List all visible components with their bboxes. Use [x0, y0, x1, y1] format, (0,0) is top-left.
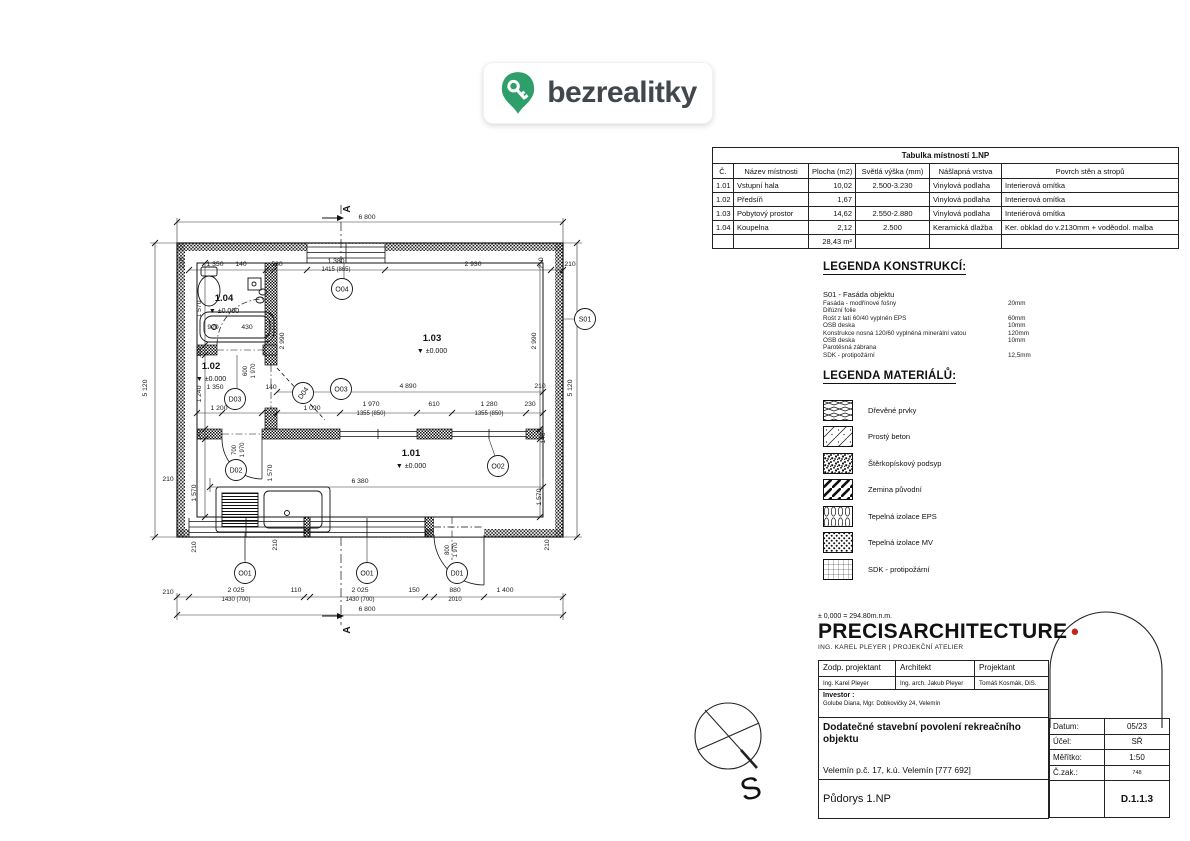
meta-value: SŘ	[1105, 734, 1170, 750]
layer-thickness: 60mm	[1008, 314, 1026, 322]
table-row	[713, 207, 1179, 221]
layer-thickness	[1008, 307, 1048, 314]
meta-label: Účel:	[1050, 734, 1105, 750]
dim-label: 150	[408, 587, 420, 594]
dim-label: 2 990	[531, 332, 538, 350]
table-cell: Koupelna	[734, 221, 809, 235]
layer-name: Fasáda - modřínové fošny	[823, 300, 897, 307]
soil-hatch-icon	[823, 479, 853, 500]
legend-materials-title: LEGENDA MATERIÁLŮ:	[823, 370, 957, 382]
area-total: 28,43 m²	[809, 235, 856, 249]
dim-label: 2 025	[351, 587, 369, 594]
col-header: Název místnosti	[734, 164, 809, 179]
table-cell: Vstupní hala	[734, 179, 809, 193]
dim-label: 6 800	[358, 214, 376, 221]
table-cell: Interierová omítka	[1002, 193, 1179, 207]
marker-label: O01	[238, 570, 252, 578]
construction-layer	[823, 315, 1048, 322]
col-header: Povrch stěn a stropů	[1002, 164, 1179, 179]
material-item	[823, 503, 1053, 530]
dim-label: 5 120	[142, 379, 149, 397]
room-table-header	[713, 164, 1179, 179]
table-cell: 1,67	[809, 193, 856, 207]
marker-label: D01	[450, 570, 464, 578]
dim-label: 1 400	[496, 587, 514, 594]
room-level: ▼ ±0.000	[416, 348, 448, 355]
dim-label: 210	[534, 383, 546, 390]
material-label: Zemina původní	[868, 485, 922, 495]
layer-name: SDK - protipožární	[823, 351, 875, 359]
table-cell: Vinylová podlaha	[930, 193, 1002, 207]
table-cell: 2.500-3.230	[856, 179, 930, 193]
company-wordmark: PRECISARCHITECTURE	[818, 620, 1068, 643]
dim-label: 1355 (850)	[474, 411, 504, 417]
table-cell: Vinylová podlaha	[930, 207, 1002, 221]
layer-thickness: 12,5mm	[1008, 351, 1031, 359]
room-level: ▼ ±0.000	[195, 376, 227, 383]
table-cell: Pobytový prostor	[734, 207, 809, 221]
names-row	[819, 677, 1049, 690]
dim-label: 1 570	[536, 488, 543, 506]
table-cell: Vinylová podlaha	[930, 179, 1002, 193]
dim-label: 430	[241, 324, 253, 331]
table-cell: Interiérová omítka	[1002, 207, 1179, 221]
dim-label: 4 890	[399, 383, 417, 390]
legend-constructions	[823, 257, 1048, 359]
material-label: Tepelná izolace MV	[868, 538, 934, 548]
material-label: Štěrkopískový podsyp	[868, 458, 942, 468]
table-cell: 2.550-2.880	[856, 207, 930, 221]
room-level: ▼ ±0.000	[395, 463, 427, 470]
investor-value: Golube Diana, Mgr. Dobkovičky 24, Velemín	[823, 701, 941, 707]
room-table-total-row	[713, 235, 1179, 249]
layer-thickness	[1008, 344, 1048, 351]
meta-value: 05/23	[1105, 719, 1170, 735]
room-level: ▼ ±0.000	[208, 308, 240, 315]
name-cell: Ing. Karel Pleyer	[819, 677, 896, 690]
material-label: SDK - protipožární	[868, 564, 930, 574]
col-header: Č.	[713, 164, 734, 179]
room-table-title: Tabulka místností 1.NP	[713, 148, 1179, 164]
marker-label: D02	[229, 467, 243, 475]
investor-cell	[819, 690, 1049, 718]
name-cell: Ing. arch. Jakub Pleyer	[896, 677, 975, 690]
room-number: 1.03	[422, 333, 442, 344]
compass-label: S	[736, 769, 765, 809]
table-cell: 1.04	[713, 221, 734, 235]
table-cell: Ker. obklad do v.2130mm + voděodol. malba	[1002, 221, 1179, 235]
meta-label: Datum:	[1050, 719, 1105, 735]
construction-layer	[823, 300, 1048, 307]
construction-layer	[823, 330, 1048, 337]
dim-label: 210	[179, 257, 186, 269]
dim-label: 140	[265, 384, 277, 391]
dim-label: 140	[235, 261, 247, 268]
layer-name: OSB deska	[823, 337, 855, 345]
brand-dot-icon: ●	[1070, 623, 1080, 640]
material-label: Tepelná izolace EPS	[868, 511, 937, 521]
room-table	[712, 147, 1179, 249]
marker-label: D03	[228, 396, 242, 404]
dim-label: 230	[524, 401, 536, 408]
dim-label: 110	[290, 587, 302, 594]
drawing-title: Půdorys 1.NP	[819, 780, 1049, 818]
dim-label: 1 570	[267, 464, 274, 482]
dim-label: 2010	[448, 597, 462, 603]
roles-row	[819, 661, 1049, 677]
legend-constructions-title: LEGENDA KONSTRUKCÍ:	[823, 261, 967, 273]
table-cell: Interierová omítka	[1002, 179, 1179, 193]
sdk-hatch-icon	[823, 559, 853, 580]
construction-layer	[823, 352, 1048, 359]
dim-label: 1 350	[206, 384, 224, 391]
wood-hatch-icon	[823, 400, 853, 421]
role-cell: Projektant	[975, 661, 1049, 677]
table-cell: 2.500	[856, 221, 930, 235]
material-item	[823, 556, 1053, 583]
layer-thickness: 20mm	[1008, 300, 1026, 307]
dim-label: 800	[445, 544, 451, 556]
eps-hatch-icon	[823, 506, 853, 527]
investor-label: Investor :	[823, 692, 855, 699]
dim-label: 210	[564, 261, 576, 268]
marker-label: O03	[334, 386, 348, 394]
role-cell: Zodp. projektant	[819, 661, 896, 677]
meta-label: Č.zak.:	[1050, 765, 1105, 781]
title-block	[818, 613, 1170, 819]
room-number: 1.01	[401, 448, 421, 459]
marker-label: O02	[491, 463, 505, 471]
bottom-window-O01-right	[310, 518, 425, 537]
dim-label: 1 970	[240, 442, 246, 458]
dim-label: 1 090	[303, 405, 321, 412]
company-subtitle: ING. KAREL PLEYER | PROJEKČNÍ ATELIER	[818, 644, 964, 651]
bezrealitky-logo	[483, 62, 713, 124]
elevation-datum: ± 0,000 = 294.80m.n.m.	[818, 613, 893, 620]
dim-label: A	[342, 626, 353, 634]
layer-name: Parotěsná zábrana	[823, 344, 877, 352]
table-cell: 1.03	[713, 207, 734, 221]
dim-label: 1 570	[196, 300, 203, 318]
dim-label: 700	[232, 444, 238, 456]
table-cell: Keramická dlažba	[930, 221, 1002, 235]
marker-label: S01	[578, 316, 592, 324]
compass-icon	[695, 703, 761, 769]
title-block-main	[818, 660, 1049, 819]
col-header: Nášlapná vrstva	[930, 164, 1002, 179]
table-cell: 10,02	[809, 179, 856, 193]
dim-label: 210	[191, 541, 198, 553]
table-row	[713, 221, 1179, 235]
table-cell: 2,12	[809, 221, 856, 235]
dim-label: 210	[162, 589, 174, 596]
dim-label: 1430 (700)	[221, 597, 251, 603]
logo-pin-icon	[499, 70, 537, 116]
dim-label: 1 200	[210, 405, 228, 412]
room-number: 1.02	[201, 361, 221, 372]
dim-label: 1 380	[327, 258, 345, 265]
top-window-O04	[307, 244, 385, 263]
dim-label: 2 930	[464, 261, 482, 268]
dim-label: 210	[162, 476, 174, 483]
dim-label: A	[342, 205, 353, 213]
table-cell: Předsíň	[734, 193, 809, 207]
dim-label: 1 570	[191, 484, 198, 502]
mv-hatch-icon	[823, 532, 853, 553]
dim-label: 210	[544, 539, 551, 551]
project-title: Dodatečné stavební povolení rekreačního objektu	[823, 722, 1021, 745]
dim-label: 1 970	[453, 542, 459, 558]
dim-label: 210	[538, 257, 545, 269]
dim-label: 6 380	[351, 478, 369, 485]
layer-thickness: 120mm	[1008, 329, 1029, 337]
dim-label: 580	[271, 261, 283, 268]
table-cell: 14,62	[809, 207, 856, 221]
material-label: Prostý beton	[868, 432, 911, 442]
construction-layer	[823, 337, 1048, 344]
table-row	[713, 179, 1179, 193]
gravel-hatch-icon	[823, 453, 853, 474]
col-header: Plocha (m2)	[809, 164, 856, 179]
table-cell: 1.02	[713, 193, 734, 207]
concrete-hatch-icon	[823, 426, 853, 447]
dim-label: 1 970	[251, 363, 257, 379]
table-cell: 1.01	[713, 179, 734, 193]
dim-label: 2 025	[227, 587, 245, 594]
name-cell: Tomáš Kosmák, DiS.	[975, 677, 1049, 690]
table-cell	[856, 193, 930, 207]
layer-thickness: 10mm	[1008, 337, 1026, 345]
project-location: Velemín p.č. 17, k.ú. Velemín [777 692]	[823, 765, 971, 775]
construction-layer	[823, 322, 1048, 329]
legend-materials	[823, 366, 1053, 583]
dim-label: 1 350	[206, 261, 224, 268]
material-item	[823, 477, 1053, 504]
dim-label: 5 120	[567, 379, 574, 397]
col-header: Světlá výška (mm)	[856, 164, 930, 179]
dim-label: 1 280	[480, 401, 498, 408]
layer-name: Konstrukce nosná 120/60 vyplněná minerální vatou	[823, 329, 967, 337]
meta-label: Měřítko:	[1050, 750, 1105, 766]
dim-label: 1415 (865)	[321, 267, 351, 273]
layer-thickness: 10mm	[1008, 322, 1026, 330]
room-number: 1.04	[214, 293, 234, 304]
dim-label: 920	[207, 324, 219, 331]
layer-name: OSB deska	[823, 322, 855, 330]
material-item	[823, 424, 1053, 451]
marker-label: O01	[360, 570, 374, 578]
dim-label: 610	[428, 401, 440, 408]
dim-label: 210	[272, 539, 279, 551]
window-post	[425, 517, 434, 537]
layer-name: Rošt z latí 60/40 vyplněn EPS	[823, 314, 907, 322]
company-name	[818, 621, 1170, 643]
logo-wordmark: bezrealitky	[547, 76, 697, 109]
material-item	[823, 530, 1053, 557]
dim-label: 6 800	[358, 606, 376, 613]
dim-label: 140	[540, 432, 547, 444]
dim-label: 1 970	[362, 401, 380, 408]
window-post	[304, 517, 310, 537]
construction-code: S01 - Fasáda objektu	[823, 290, 895, 299]
dim-label: 1355 (850)	[356, 411, 386, 417]
marker-label: O04	[335, 286, 349, 294]
construction-layer	[823, 307, 1048, 314]
project-cell	[819, 718, 1049, 780]
material-item	[823, 397, 1053, 424]
material-label: Dřevěné prvky	[868, 405, 917, 415]
marker-label: D04	[297, 386, 311, 401]
dim-label: 880	[449, 587, 461, 594]
drawing-number: D.1.1.3	[1105, 781, 1170, 818]
material-item	[823, 450, 1053, 477]
construction-layer	[823, 344, 1048, 351]
dim-label: 1 240	[196, 385, 203, 403]
meta-value: 748	[1105, 765, 1170, 781]
dim-label: 140	[196, 429, 203, 441]
table-row	[713, 193, 1179, 207]
dim-label: 180	[196, 346, 203, 358]
dim-label: 600	[243, 365, 249, 377]
layer-name: Difúzní folie	[823, 307, 856, 315]
dim-label: 1430 (700)	[345, 597, 375, 603]
dim-label: 2 990	[279, 332, 286, 350]
meta-value: 1:50	[1105, 750, 1170, 766]
role-cell: Architekt	[896, 661, 975, 677]
title-block-meta	[1049, 718, 1169, 819]
